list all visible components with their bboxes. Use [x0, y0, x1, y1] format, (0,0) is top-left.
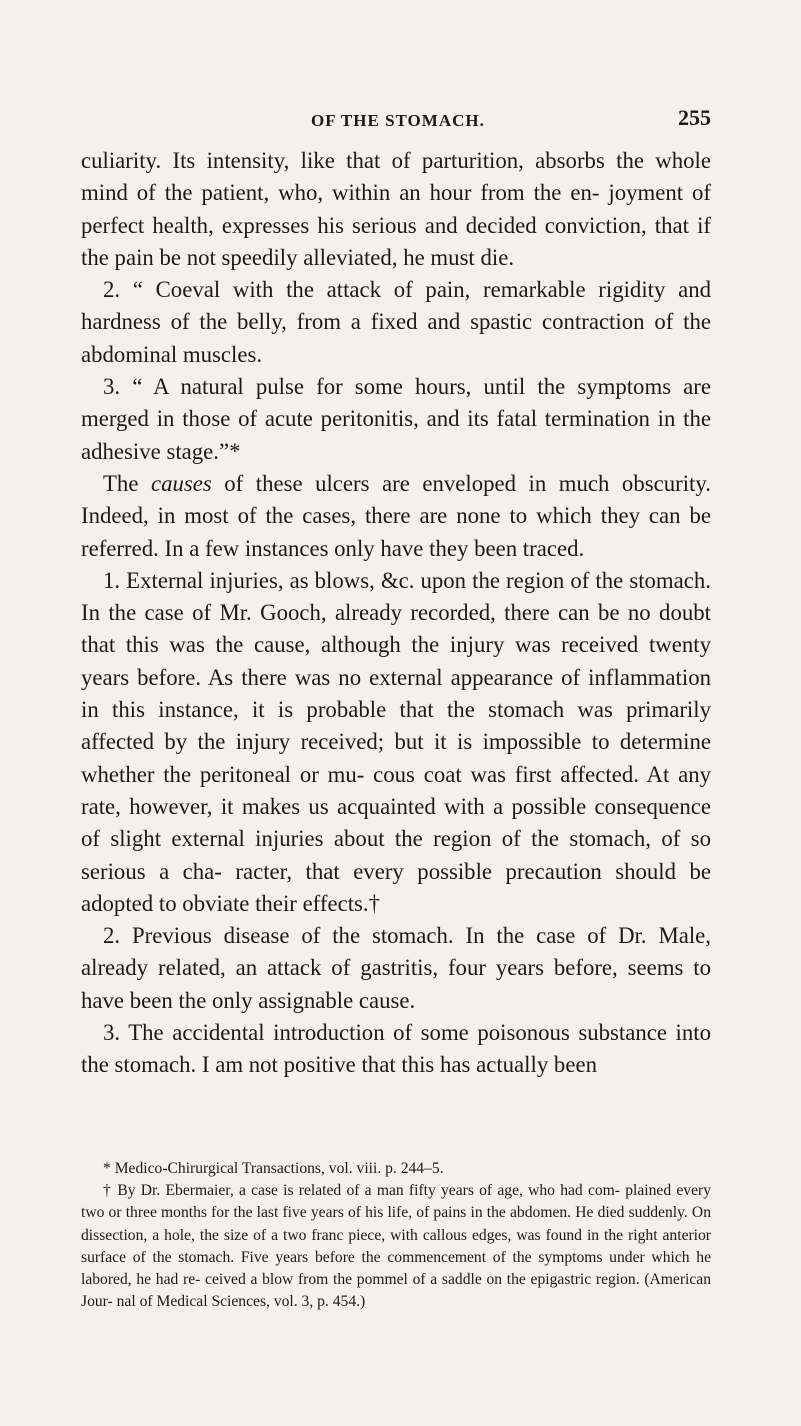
- footnote-dagger: † By Dr. Ebermaier, a case is related of a man fifty years of age, who had com- plained every two or three months for the last five years of his life, of pains in the abdomen. He died suddenly. On dissection, a hole, the size of a two franc piece, with callous edges, was found in the right anterior surface of the stomach. Five years before the commencement of the symptoms under which he labored, he had re- ceived a blow from the pommel of a saddle on the epigastric region. (American Jour- nal of Medical Sciences, vol. 3, p. 454.): [81, 1182, 711, 1311]
- body-text: [81, 145, 711, 1082]
- paragraph-symptom-3: 3. “ A natural pulse for some hours, until the symptoms are merged in those of acute peritonitis, and its fatal termination in the adhesive stage.”*: [81, 374, 711, 464]
- footnote-asterisk: * Medico-Chirurgical Transactions, vol. viii. p. 244–5.: [103, 1160, 444, 1177]
- paragraph-cause-2: 2. Previous disease of the stomach. In the case of Dr. Male, already related, an attack of gastritis, four years before, seems to have been the only assignable cause.: [81, 923, 711, 1013]
- paragraph-cause-3: 3. The accidental introduction of some poisonous substance into the stomach. I am not positive that this has actually been: [81, 1020, 711, 1078]
- running-head: [81, 105, 711, 137]
- running-title: OF THE STOMACH.: [311, 111, 485, 130]
- footnotes: [81, 1158, 711, 1313]
- paragraph-causes: [81, 468, 711, 565]
- book-page: [81, 0, 711, 1426]
- causes-emphasis: causes: [150, 470, 212, 496]
- causes-rest: of these ulcers are enveloped in much obscurity. Indeed, in most of the cases, there are none to which they can be referred. In a few instances only have they been traced.: [81, 470, 711, 561]
- paragraph-symptom-2: 2. “ Coeval with the attack of pain, remarkable rigidity and hardness of the belly, from a fixed and spastic contraction of the abdominal muscles.: [81, 277, 711, 367]
- page-number: 255: [678, 105, 711, 130]
- paragraph-continuation: culiarity. Its intensity, like that of parturition, absorbs the whole mind of the patient, who, within an hour from the en- joyment of perfect health, expresses his serious and decided conviction, that if the pain be not speedily alleviated, he must die.: [81, 148, 711, 270]
- causes-lead: The: [103, 470, 151, 496]
- paragraph-cause-1: 1. External injuries, as blows, &c. upon the region of the stomach. In the case of Mr. Gooch, already recorded, there can be no doubt that this was the cause, although the injury was received twenty years before. As there was no external appearance of inflammation in this instance, it is probable that the stomach was primarily affected by the injury received; but it is impossible to determine whether the peritoneal or mu- cous coat was first affected. At any rate, however, it makes us acquainted with a possible consequence of slight external injuries about the region of the stomach, of so serious a cha- racter, that every possible precaution should be adopted to obviate their effects.†: [81, 567, 711, 916]
